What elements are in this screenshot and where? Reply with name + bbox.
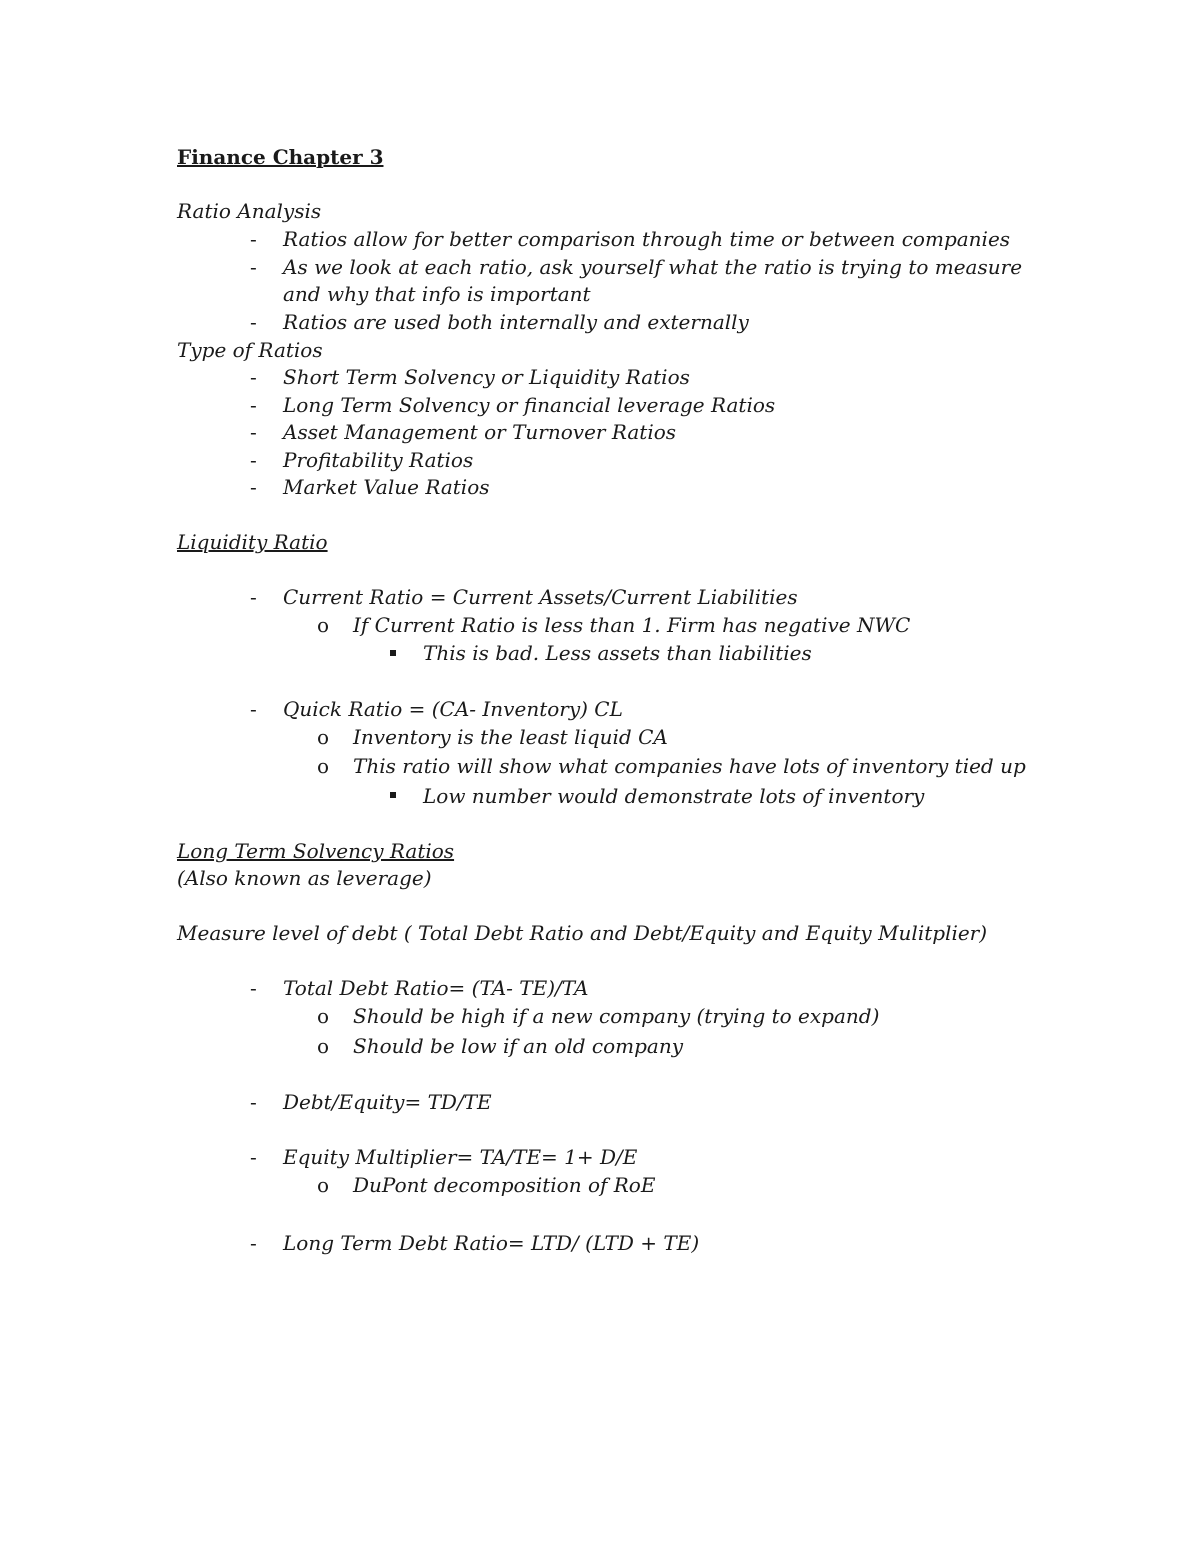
dash-marker: - (250, 1231, 257, 1255)
total-debt-sub: Should be low if an old company (353, 1034, 683, 1058)
dash-marker: - (250, 365, 257, 389)
ratio-analysis-heading: Ratio Analysis (177, 199, 322, 223)
quick-ratio-item: Quick Ratio = (CA- Inventory) CL (283, 697, 623, 721)
measure-debt-line: Measure level of debt ( Total Debt Ratio and Debt/Equity and Equity Mulitplier) (177, 921, 988, 945)
square-bullet (390, 792, 396, 798)
page-title: Finance Chapter 3 (177, 145, 384, 169)
types-item: Market Value Ratios (283, 475, 490, 499)
current-ratio-subsub: This is bad. Less assets than liabilities (423, 641, 812, 665)
types-heading: Type of Ratios (177, 338, 323, 362)
dash-marker: - (250, 227, 257, 251)
dash-marker: - (250, 585, 257, 609)
types-item: Short Term Solvency or Liquidity Ratios (283, 365, 690, 389)
dash-marker: - (250, 1090, 257, 1114)
types-item: Asset Management or Turnover Ratios (283, 420, 677, 444)
circle-bullet: o (317, 1004, 330, 1028)
liquidity-heading: Liquidity Ratio (177, 530, 328, 554)
dash-marker: - (250, 448, 257, 472)
long-term-aka: (Also known as leverage) (177, 866, 432, 890)
equity-multiplier-item: Equity Multiplier= TA/TE= 1+ D/E (283, 1145, 638, 1169)
dash-marker: - (250, 420, 257, 444)
dash-marker: - (250, 310, 257, 334)
ratio-analysis-item-continued: and why that info is important (283, 282, 591, 306)
ratio-analysis-item: As we look at each ratio, ask yourself what the ratio is trying to measure (283, 255, 1023, 279)
equity-multiplier-sub: DuPont decomposition of RoE (353, 1173, 656, 1197)
circle-bullet: o (317, 1173, 330, 1197)
square-bullet (390, 650, 396, 656)
current-ratio-sub: If Current Ratio is less than 1. Firm has negative NWC (353, 613, 911, 637)
types-item: Profitability Ratios (283, 448, 474, 472)
quick-ratio-sub: This ratio will show what companies have lots of inventory tied up (353, 754, 1026, 778)
dash-marker: - (250, 475, 257, 499)
circle-bullet: o (317, 1034, 330, 1058)
total-debt-sub: Should be high if a new company (trying to expand) (353, 1004, 880, 1028)
circle-bullet: o (317, 725, 330, 749)
dash-marker: - (250, 1145, 257, 1169)
long-term-heading: Long Term Solvency Ratios (177, 839, 455, 863)
current-ratio-item: Current Ratio = Current Assets/Current Liabilities (283, 585, 798, 609)
dash-marker: - (250, 255, 257, 279)
dash-marker: - (250, 697, 257, 721)
dash-marker: - (250, 976, 257, 1000)
dash-marker: - (250, 393, 257, 417)
long-term-debt-ratio-item: Long Term Debt Ratio= LTD/ (LTD + TE) (283, 1231, 700, 1255)
total-debt-item: Total Debt Ratio= (TA- TE)/TA (283, 976, 589, 1000)
circle-bullet: o (317, 613, 330, 637)
ratio-analysis-item: Ratios are used both internally and externally (283, 310, 749, 334)
debt-equity-item: Debt/Equity= TD/TE (283, 1090, 492, 1114)
ratio-analysis-item: Ratios allow for better comparison through time or between companies (283, 227, 1011, 251)
quick-ratio-sub: Inventory is the least liquid CA (353, 725, 668, 749)
circle-bullet: o (317, 754, 330, 778)
quick-ratio-subsub: Low number would demonstrate lots of inventory (423, 784, 925, 808)
types-item: Long Term Solvency or financial leverage Ratios (283, 393, 776, 417)
